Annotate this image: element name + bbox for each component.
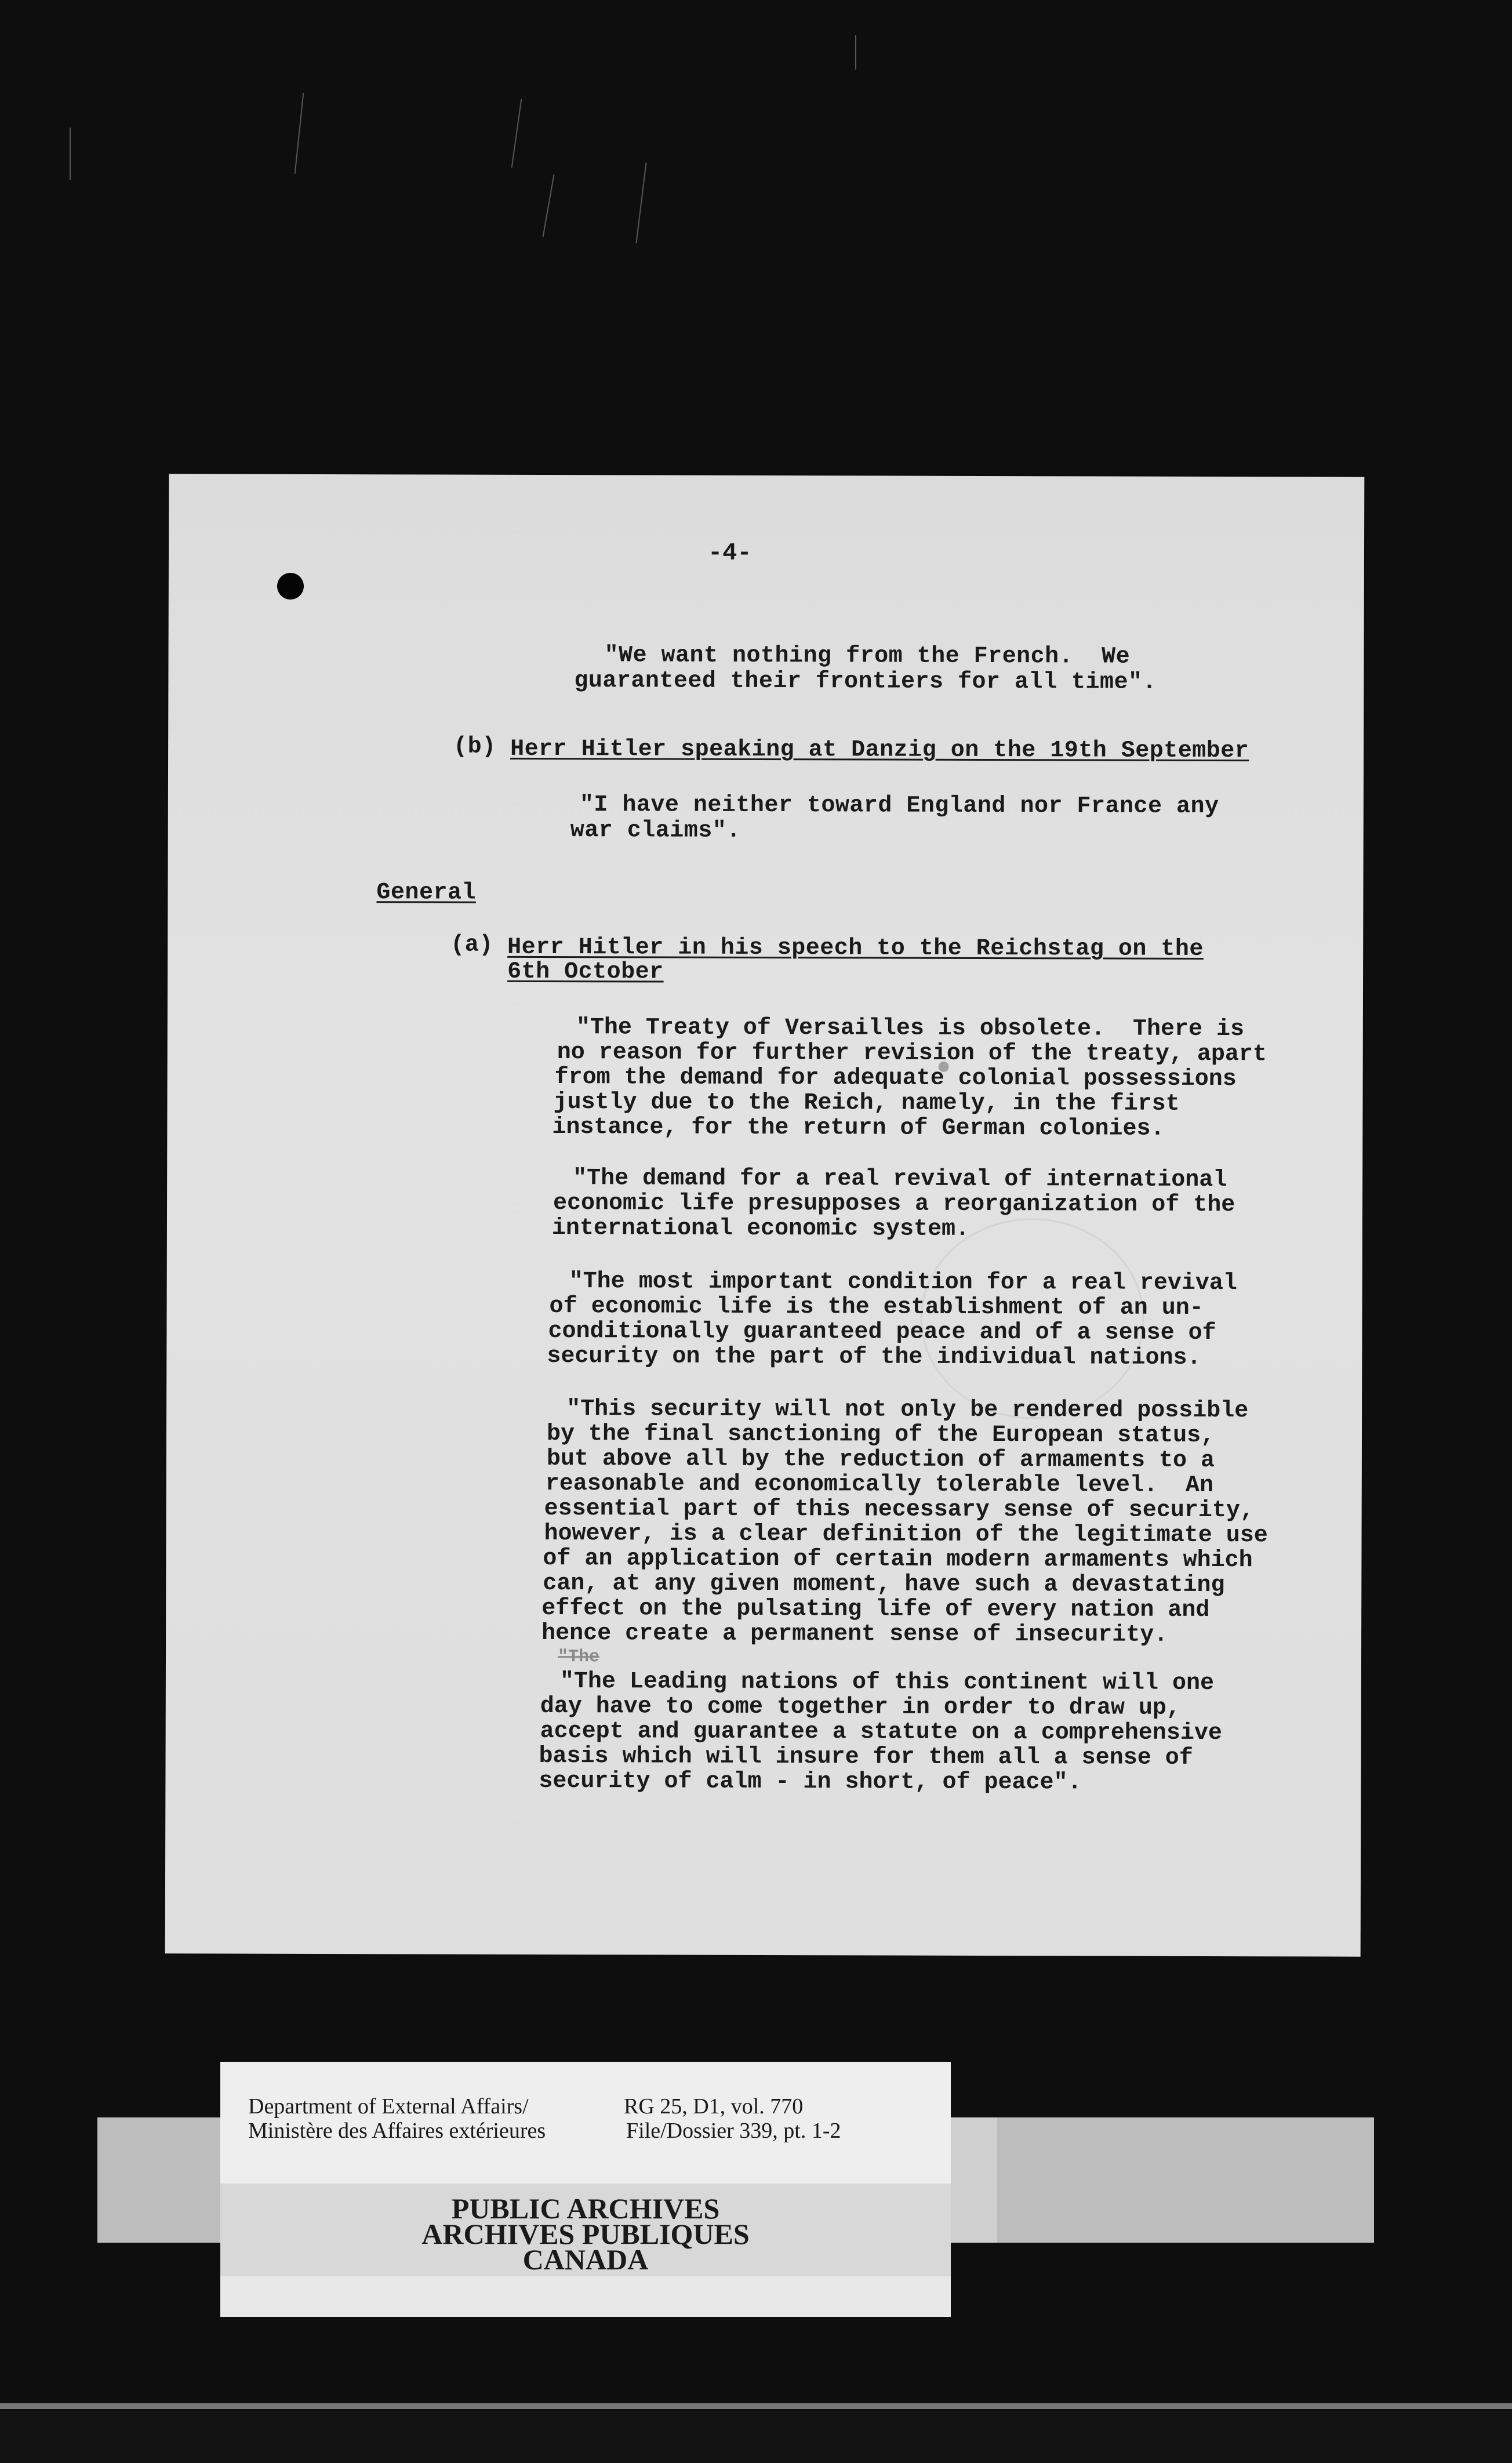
item-a-heading-line-2: 6th October xyxy=(507,958,664,986)
para-2-line-2: economic life presupposes a reorganization of the xyxy=(553,1190,1235,1219)
film-scratch xyxy=(70,128,71,180)
label-department-en: Department of External Affairs/ xyxy=(248,2094,529,2119)
struck-word: "The xyxy=(557,1647,600,1668)
item-a-heading-line-1: Herr Hitler in his speech to the Reichstag on the xyxy=(507,934,1204,962)
para-4-line-10: hence create a permanent sense of insecurity. xyxy=(541,1620,1168,1648)
para-5-line-5: security of calm - in short, of peace". xyxy=(539,1768,1082,1796)
section-heading-general: General xyxy=(376,880,477,906)
film-scratch xyxy=(511,99,522,168)
para-3-line-2: of economic life is the establishment of an un- xyxy=(549,1294,1204,1321)
archive-label-tab-left xyxy=(97,2117,220,2243)
para-3-line-4: security on the part of the individual nations. xyxy=(547,1343,1201,1371)
film-edge-dark xyxy=(0,2411,1512,2463)
film-scratch xyxy=(542,175,554,238)
para-1-line-1: "The Treaty of Versailles is obsolete. There is xyxy=(576,1015,1245,1043)
archive-label-bottom xyxy=(220,2276,951,2317)
para-4-line-8: can, at any given moment, have such a devastating xyxy=(543,1571,1225,1599)
para-2-line-3: international economic system. xyxy=(551,1215,970,1243)
quote-french-line-1: "We want nothing from the French. We xyxy=(604,642,1131,670)
para-1-line-2: no reason for further revision of the treaty, apart xyxy=(557,1040,1267,1068)
para-1-line-5: instance, for the return of German colonies. xyxy=(552,1114,1165,1142)
para-3-line-3: conditionally guaranteed peace and of a sense of xyxy=(548,1318,1216,1347)
para-1-line-3: from the demand for adequate colonial possessions xyxy=(554,1065,1237,1093)
item-b-heading: Herr Hitler speaking at Danzig on the 19th September xyxy=(510,736,1249,765)
label-reference-rg: RG 25, D1, vol. 770 xyxy=(624,2094,804,2119)
para-2-line-1: "The demand for a real revival of international xyxy=(573,1165,1227,1194)
para-3-line-1: "The most important condition for a real revival xyxy=(569,1269,1237,1297)
para-5-line-1: "The Leading nations of this continent will one xyxy=(559,1669,1215,1697)
archives-stamp-line-2: ARCHIVES PUBLIQUES xyxy=(421,2218,750,2250)
quote-danzig-line-1: "I have neither toward England nor France any xyxy=(579,792,1219,820)
archive-label-tab-right xyxy=(997,2117,1374,2243)
para-4-line-4: reasonable and economically tolerable level. An xyxy=(545,1471,1214,1499)
para-4-line-9: effect on the pulsating life of every nation and xyxy=(541,1595,1210,1624)
para-4-line-3: but above all by the reduction of armaments to a xyxy=(546,1446,1215,1474)
item-a-marker: (a) xyxy=(450,932,493,958)
para-5-line-3: accept and guarantee a statute on a comprehensive xyxy=(540,1718,1222,1747)
film-scratch xyxy=(855,35,856,70)
archives-stamp-line-3: CANADA xyxy=(522,2243,649,2276)
label-department-fr: Ministère des Affaires extérieures xyxy=(248,2119,546,2143)
item-b-marker: (b) xyxy=(453,733,496,760)
page-number: -4- xyxy=(707,539,752,567)
para-5-line-4: basis which will insure for them all a sense of xyxy=(539,1743,1193,1771)
film-scratch xyxy=(635,162,646,243)
film-edge-strip xyxy=(0,2403,1512,2409)
archives-stamp-line-1: PUBLIC ARCHIVES xyxy=(451,2192,720,2225)
para-5-line-2: day have to come together in order to draw up, xyxy=(540,1693,1181,1721)
archive-reference-label xyxy=(220,2062,951,2184)
para-4-line-5: essential part of this necessary sense of security, xyxy=(544,1496,1254,1524)
typed-page xyxy=(165,474,1365,1956)
para-4-line-6: however, is a clear definition of the legitimate use xyxy=(544,1521,1268,1549)
quote-danzig-line-2: war claims". xyxy=(570,818,741,844)
para-4-line-2: by the final sanctioning of the European status, xyxy=(546,1421,1215,1450)
label-reference-file: File/Dossier 339, pt. 1-2 xyxy=(626,2119,841,2143)
punch-hole xyxy=(277,573,304,600)
film-scratch xyxy=(295,93,304,173)
para-4-line-1: "This security will not only be rendered possible xyxy=(566,1396,1249,1425)
para-1-line-4: justly due to the Reich, namely, in the first xyxy=(553,1089,1180,1117)
para-4-line-7: of an application of certain modern armaments which xyxy=(543,1546,1253,1574)
quote-french-line-2: guaranteed their frontiers for all time". xyxy=(574,668,1157,696)
